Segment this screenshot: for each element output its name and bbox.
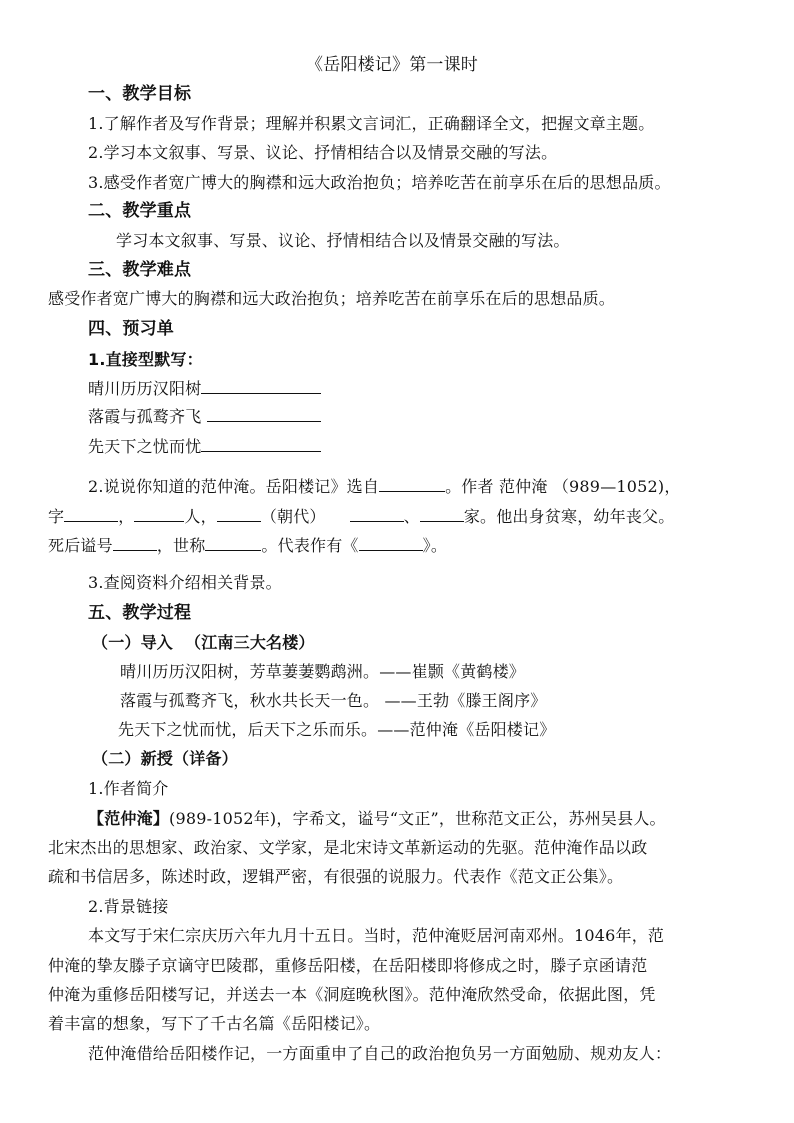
background-line-2: 仲淹的挚友滕子京谪守巴陵郡，重修岳阳楼，在岳阳楼即将修成之时，滕子京函请范 xyxy=(48,956,648,975)
focus-text: 学习本文叙事、写景、议论、抒情相结合以及情景交融的写法。 xyxy=(116,231,570,250)
author-line-3: 疏和书信居多，陈述时政，逻辑严密，有很强的说服力。代表作《范文正公集》。 xyxy=(48,867,624,886)
author-intro: (989-1052年)，字希文，谥号“文正”，世称范文正公，苏州吴县人。 xyxy=(169,809,666,828)
preview-q2-line-1 xyxy=(88,476,681,498)
q2-blank-posthumous[interactable] xyxy=(113,535,157,551)
q2-text-d: ， xyxy=(118,507,135,526)
goal-item-1: 1.了解作者及写作背景；理解并积累文言词汇，正确翻译全文，把握文章主题。 xyxy=(88,114,655,133)
dictation-blank-1[interactable] xyxy=(201,378,321,394)
dictation-blank-3[interactable] xyxy=(201,436,321,452)
q2-text-b: 。作者 范仲淹 （989—1052)， xyxy=(445,477,681,496)
intro-heading: （一）导入 xyxy=(92,633,174,652)
dictation-line-2 xyxy=(88,406,321,428)
closing-line: 范仲淹借给岳阳楼作记，一方面重申了自己的政治抱负另一方面勉励、规劝友人： xyxy=(88,1044,672,1063)
dictation-prompt-2: 落霞与孤鹜齐飞 xyxy=(88,407,202,426)
difficulty-text: 感受作者宽广博大的胸襟和远大政治抱负；培养吃苦在前享乐在后的思想品质。 xyxy=(48,289,616,308)
subsection-intro xyxy=(92,632,315,654)
q2-blank-courtesy-name[interactable] xyxy=(64,506,118,522)
q2-text-e: 人， xyxy=(184,507,217,526)
preview-q1-label: 1.直接型默写： xyxy=(88,350,203,369)
q2-blank-source[interactable] xyxy=(379,476,445,492)
dictation-line-3 xyxy=(88,436,321,458)
background-line-3: 仲淹为重修岳阳楼写记，并送去一本《洞庭晚秋图》。范仲淹欣然受命，依据此图，凭 xyxy=(48,985,656,1004)
author-line-1 xyxy=(88,808,666,830)
q2-text-i: 死后谥号 xyxy=(48,536,113,555)
preview-q3: 3.查阅资料介绍相关背景。 xyxy=(88,573,282,592)
preview-q2-line-3 xyxy=(48,535,447,557)
q2-text-j: ，世称 xyxy=(156,536,206,555)
dictation-blank-2[interactable] xyxy=(207,406,321,422)
dictation-line-1 xyxy=(88,378,321,400)
goal-item-3: 3.感受作者宽广博大的胸襟和远大政治抱负；培养吃苦在前享乐在后的思想品质。 xyxy=(88,173,671,192)
page-title: 《岳阳楼记》第一课时 xyxy=(306,55,478,75)
q2-blank-role-1[interactable] xyxy=(350,506,404,522)
author-line-2: 北宋杰出的思想家、政治家、文学家，是北宋诗文革新运动的先驱。范仲淹作品以政 xyxy=(48,838,648,857)
q2-text-l: 》。 xyxy=(422,536,448,555)
dictation-prompt-3: 先天下之忧而忧 xyxy=(88,437,202,456)
author-name: 【范仲淹】 xyxy=(88,809,170,828)
q2-blank-hometown[interactable] xyxy=(134,506,184,522)
intro-note: （江南三大名楼） xyxy=(185,633,315,652)
q2-blank-dynasty[interactable] xyxy=(217,506,261,522)
q2-text-a: 2.说说你知道的范仲淹。岳阳楼记》选自 xyxy=(88,477,380,496)
preview-q2-line-2 xyxy=(48,506,674,528)
q2-blank-title[interactable] xyxy=(205,535,261,551)
q2-blank-role-2[interactable] xyxy=(420,506,464,522)
poem-line-2: 落霞与孤鹜齐飞，秋水共长天一色。 ——王勃《滕王阁序》 xyxy=(120,691,547,710)
q2-blank-works[interactable] xyxy=(359,535,423,551)
background-line-4: 着丰富的想象，写下了千古名篇《岳阳楼记》。 xyxy=(48,1014,381,1033)
section-heading-process: 五、教学过程 xyxy=(88,603,192,623)
q2-text-g: 、 xyxy=(403,507,420,526)
q2-text-h: 家。他出身贫寒，幼年丧父。 xyxy=(463,507,675,526)
section-heading-goals: 一、教学目标 xyxy=(88,84,192,104)
q2-text-c: 字 xyxy=(48,507,65,526)
q2-text-k: 。代表作有《 xyxy=(261,536,359,555)
q2-text-f: （朝代） xyxy=(260,507,326,526)
section-heading-preview: 四、预习单 xyxy=(88,319,174,339)
author-label: 1.作者简介 xyxy=(88,779,169,798)
section-heading-focus: 二、教学重点 xyxy=(88,201,192,221)
poem-line-1: 晴川历历汉阳树，芳草萋萋鹦鹉洲。——崔颢《黄鹤楼》 xyxy=(120,662,526,681)
dictation-prompt-1: 晴川历历汉阳树 xyxy=(88,379,202,398)
subsection-new-lesson: （二）新授（详备） xyxy=(92,749,238,768)
poem-line-3: 先天下之忧而忧，后天下之乐而乐。——范仲淹《岳阳楼记》 xyxy=(118,720,556,739)
section-heading-difficulty: 三、教学难点 xyxy=(88,260,192,280)
background-line-1: 本文写于宋仁宗庆历六年九月十五日。当时，范仲淹贬居河南邓州。1046年，范 xyxy=(88,926,665,945)
background-label: 2.背景链接 xyxy=(88,897,169,916)
goal-item-2: 2.学习本文叙事、写景、议论、抒情相结合以及情景交融的写法。 xyxy=(88,143,558,162)
